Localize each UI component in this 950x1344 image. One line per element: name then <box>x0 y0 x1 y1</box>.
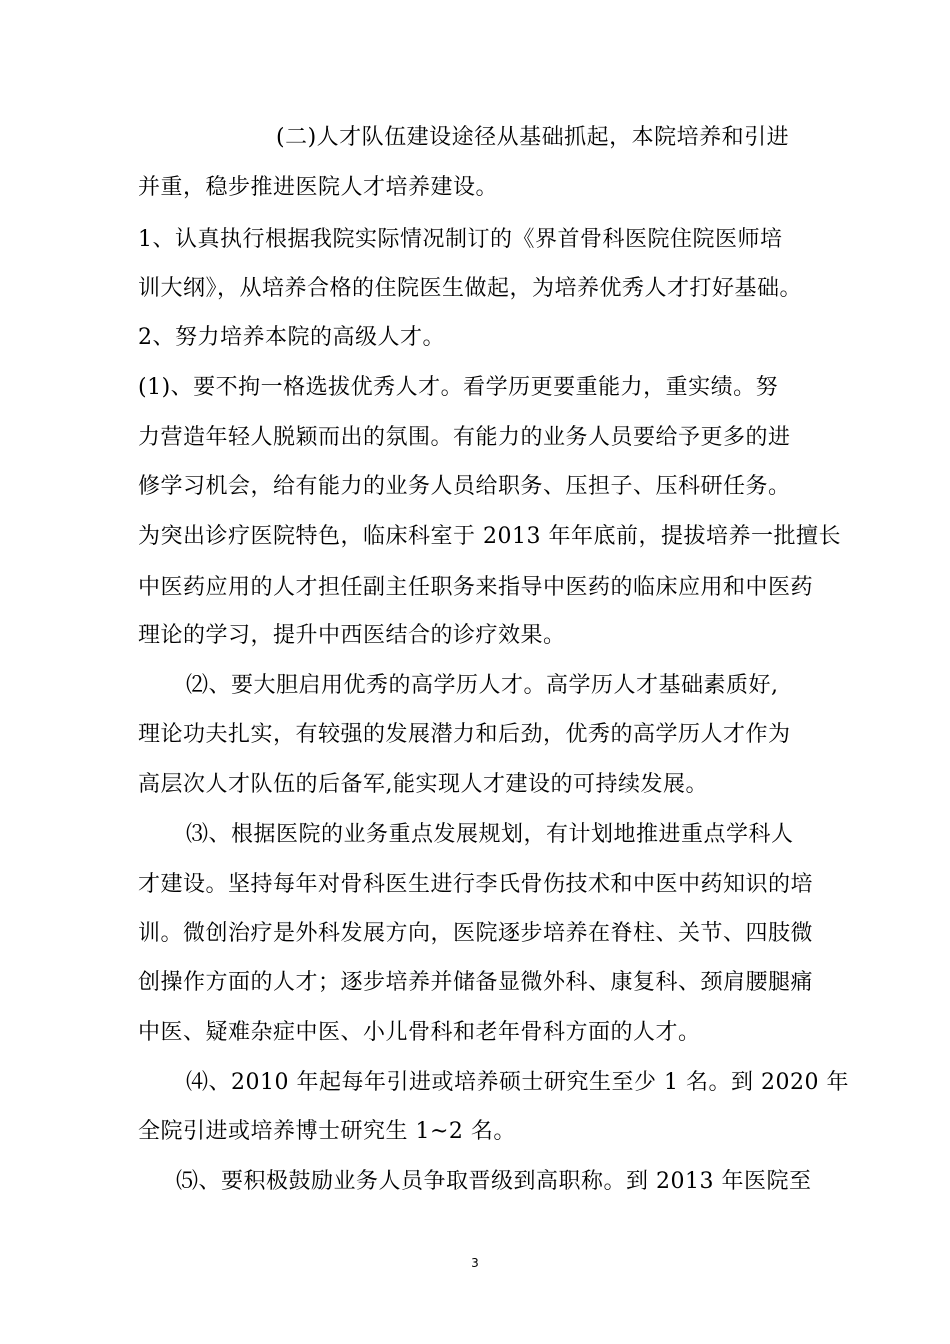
body-text-line: 训。微创治疗是外科发展方向，医院逐步培养在脊柱、关节、四肢微 <box>138 921 814 946</box>
body-text-line: 1、认真执行根据我院实际情况制订的《界首骨科医院住院医师培 <box>138 227 783 252</box>
body-text-line: ⑵、要大胆启用优秀的高学历人才。高学历人才基础素质好, <box>186 673 779 698</box>
body-text-line: 创操作方面的人才；逐步培养并储备显微外科、康复科、颈肩腰腿痛 <box>138 970 814 995</box>
body-text-line: ⑶、根据医院的业务重点发展规划，有计划地推进重点学科人 <box>186 822 794 847</box>
body-text-line: 为突出诊疗医院特色，临床科室于 2013 年年底前，提拔培养一批擅长 <box>138 524 841 549</box>
body-text-line: 高层次人才队伍的后备军,能实现人才建设的可持续发展。 <box>138 772 708 797</box>
body-text-line: (二)人才队伍建设途径从基础抓起，本院培养和引进 <box>276 125 790 150</box>
body-text-line: 理论功夫扎实，有较强的发展潜力和后劲，优秀的高学历人才作为 <box>138 722 791 747</box>
body-text-line: 全院引进或培养博士研究生 1~2 名。 <box>138 1119 516 1144</box>
body-text-line: ⑷、2010 年起每年引进或培养硕士研究生至少 1 名。到 2020 年 <box>186 1070 849 1095</box>
body-text-line: 中医、疑难杂症中医、小儿骨科和老年骨科方面的人才。 <box>138 1020 701 1045</box>
body-text-line: 理论的学习，提升中西医结合的诊疗效果。 <box>138 623 566 648</box>
body-text-line: 才建设。坚持每年对骨科医生进行李氏骨伤技术和中医中药知识的培 <box>138 872 814 897</box>
body-text-line: ⑸、要积极鼓励业务人员争取晋级到高职称。到 2013 年医院至 <box>176 1169 812 1194</box>
body-text-line: 中医药应用的人才担任副主任职务来指导中医药的临床应用和中医药 <box>138 575 814 600</box>
page-number: 3 <box>471 1256 479 1270</box>
body-text-line: 力营造年轻人脱颖而出的氛围。有能力的业务人员要给予更多的进 <box>138 425 791 450</box>
body-text-line: 修学习机会，给有能力的业务人员给职务、压担子、压科研任务。 <box>138 474 791 499</box>
body-text-line: 训大纲》，从培养合格的住院医生做起，为培养优秀人才打好基础。 <box>138 276 803 301</box>
body-text-line: 并重，稳步推进医院人才培养建设。 <box>138 175 499 200</box>
body-text-line: (1)、要不拘一格选拔优秀人才。看学历更要重能力，重实绩。努 <box>138 375 779 400</box>
body-text-line: 2、努力培养本院的高级人才。 <box>138 325 445 350</box>
